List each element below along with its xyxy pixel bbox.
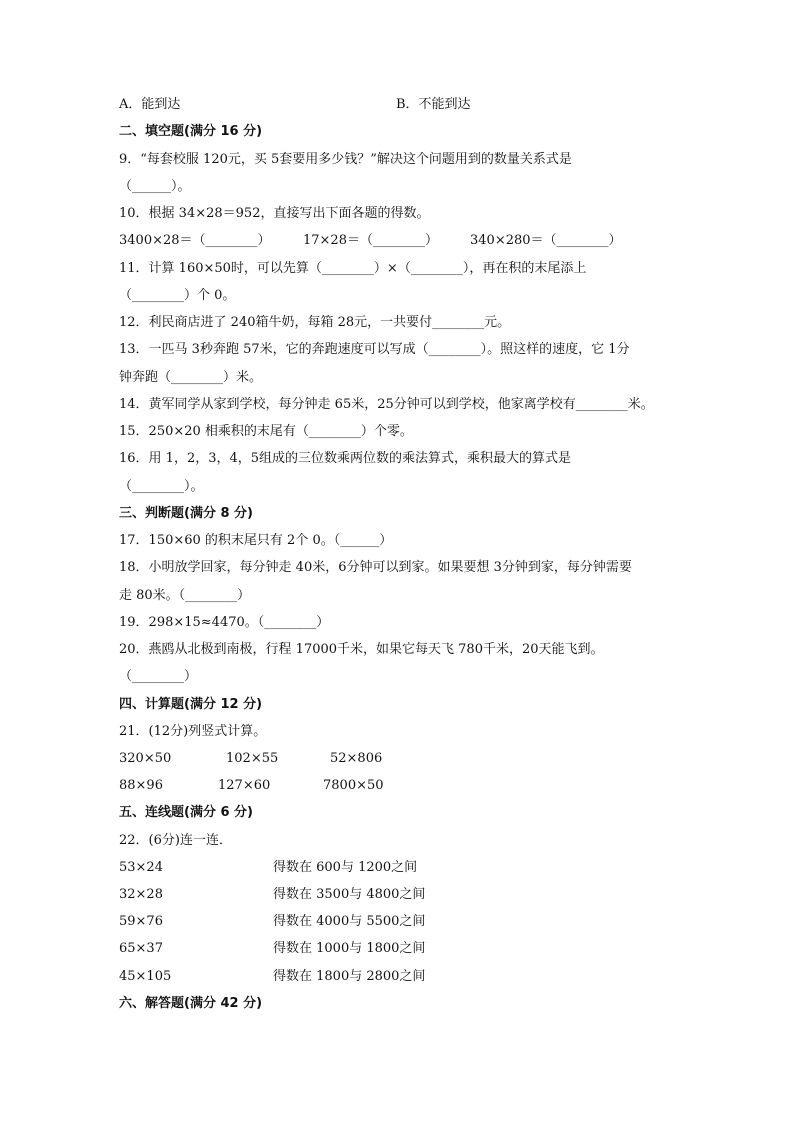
- section-word-problems-heading: 六、解答题(满分 42 分): [119, 996, 263, 1011]
- question-21-item-2: 102×55: [226, 751, 279, 766]
- question-15: 15．250×20 相乘积的末尾有（________）个零。: [119, 424, 413, 439]
- question-21-item-6: 7800×50: [323, 778, 384, 793]
- question-21-item-1: 320×50: [119, 751, 172, 766]
- question-16-line-1: 16．用 1，2，3，4，5组成的三位数乘两位数的乘法算式，乘积最大的算式是: [119, 451, 572, 466]
- question-21-item-3: 52×806: [330, 751, 383, 766]
- question-17: 17．150×60 的积末尾只有 2个 0。（______）: [119, 533, 393, 548]
- match-left-item: 32×28: [119, 887, 163, 902]
- question-16-line-2: （________）。: [119, 479, 204, 494]
- match-left-item: 59×76: [119, 914, 163, 929]
- match-right-item: 得数在 4000与 5500之间: [273, 914, 426, 929]
- match-right-item: 得数在 600与 1200之间: [273, 860, 418, 875]
- option-b: B．不能到达: [396, 97, 471, 112]
- question-10-item-3: 340×280＝（________）: [470, 233, 622, 248]
- question-20-line-1: 20．燕鸥从北极到南极，行程 17000千米，如果它每天飞 780千米，20天能飞到。: [119, 642, 604, 657]
- question-11-line-2: （________）个 0。: [119, 288, 236, 303]
- match-left-item: 45×105: [119, 969, 172, 984]
- match-left-item: 65×37: [119, 941, 163, 956]
- match-right-item: 得数在 1000与 1800之间: [273, 941, 426, 956]
- match-left-item: 53×24: [119, 860, 163, 875]
- question-10: 10．根据 34×28＝952，直接写出下面各题的得数。: [119, 206, 430, 221]
- question-21-item-5: 127×60: [218, 778, 271, 793]
- question-10-item-1: 3400×28＝（________）: [119, 233, 271, 248]
- question-21: 21．(12分)列竖式计算。: [119, 724, 267, 739]
- match-right-item: 得数在 1800与 2800之间: [273, 969, 426, 984]
- question-9-line-2: （______）。: [119, 179, 191, 194]
- question-22: 22．(6分)连一连．: [119, 833, 232, 848]
- question-12: 12．利民商店进了 240箱牛奶，每箱 28元，一共要付________元。: [119, 315, 511, 330]
- question-11-line-1: 11．计算 160×50时，可以先算（________）×（________），再在积的末尾添上: [119, 261, 587, 276]
- question-18-line-2: 走 80米。（________）: [119, 588, 251, 603]
- question-13-line-1: 13．一匹马 3秒奔跑 57米，它的奔跑速度可以写成（________）。照这样的速度，它 1分: [119, 342, 630, 357]
- question-10-item-2: 17×28＝（________）: [303, 233, 438, 248]
- question-18-line-1: 18．小明放学回家，每分钟走 40米，6分钟可以到家。如果要想 3分钟到家，每分钟需要: [119, 560, 632, 575]
- option-a: A．能到达: [119, 97, 181, 112]
- question-9-line-1: 9．“每套校服 120元，买 5套要用多少钱？”解决这个问题用到的数量关系式是: [119, 152, 572, 167]
- question-20-line-2: （________）: [119, 669, 198, 684]
- section-matching-heading: 五、连线题(满分 6 分): [119, 805, 253, 820]
- match-right-item: 得数在 3500与 4800之间: [273, 887, 426, 902]
- section-calculation-heading: 四、计算题(满分 12 分): [119, 697, 263, 712]
- section-judgement-heading: 三、判断题(满分 8 分): [119, 506, 253, 521]
- question-21-item-4: 88×96: [119, 778, 163, 793]
- section-fill-blank-heading: 二、填空题(满分 16 分): [119, 124, 263, 139]
- question-14: 14．黄军同学从家到学校，每分钟走 65米，25分钟可以到学校，他家离学校有________米。: [119, 397, 654, 412]
- question-19: 19．298×15≈4470。（________）: [119, 615, 330, 630]
- question-13-line-2: 钟奔跑（________）米。: [119, 370, 263, 385]
